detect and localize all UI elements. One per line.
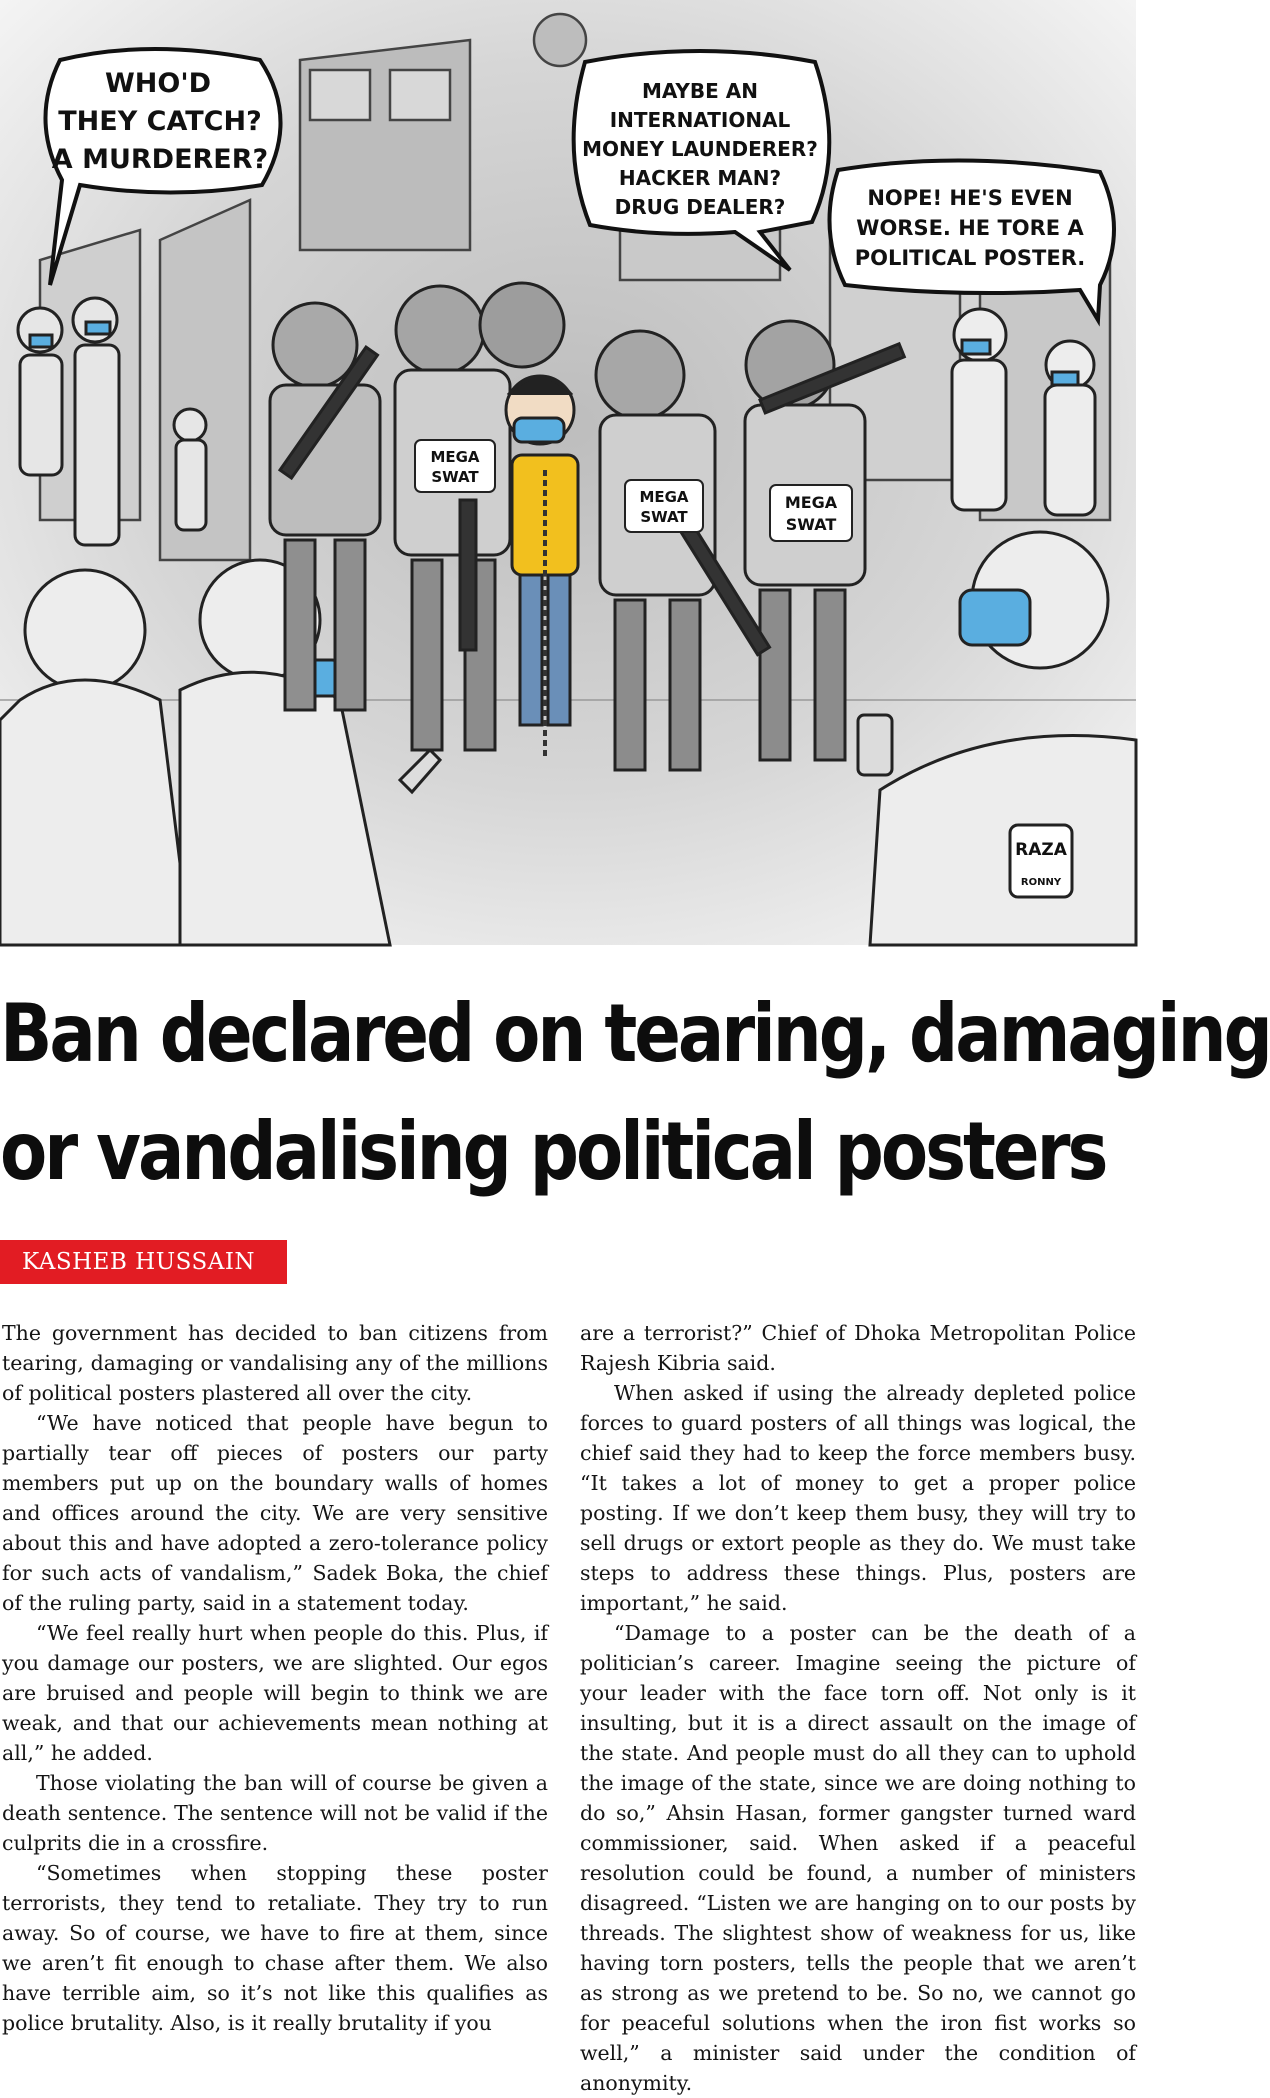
bubble-right-line-3: POLITICAL POSTER. (854, 246, 1086, 270)
paragraph: Those violating the ban will of course be given a death sentence. The sentence will not be valid if the culprits die in a crossfire. (2, 1771, 548, 1855)
article-column-right (580, 1318, 1136, 2098)
paragraph: “Damage to a poster can be the death of a politician’s career. Imagine seeing the picture of your leader with the face torn off. Not only is it insulting, but it is a direct assault on the image of the state. And people must do all they can to uphold the image of the state, since we are doing nothing to do so,” Ahsin Hasan, former gangster turned ward commissioner, said. When asked if a peaceful resolution could be found, a number of ministers disagreed. “Listen we are hanging on to our posts by threads. The slightest show of weakness for us, like having torn posters, tells the people that we aren’t as strong as we pretend to be. So no, we cannot go for peaceful solutions when the iron fist works so well,” a minister said under the condition of anonymity. (580, 1621, 1136, 2095)
bubble-middle-line-5: DRUG DEALER? (614, 195, 786, 219)
headline-line-2: or vandalising political posters (0, 1105, 1106, 1198)
paragraph: The government has decided to ban citizens from tearing, damaging or vandalising any of the millions of political posters plastered all over the city. (2, 1321, 548, 1405)
bubble-left-line-1: WHO'D (104, 68, 212, 99)
cartoon-drawing (0, 0, 1136, 945)
paragraph: “We feel really hurt when people do this. Plus, if you damage our posters, we are slighted. Our egos are bruised and people will begin to think we are weak, and that our achievements mean nothing at all,” he added. (2, 1621, 548, 1765)
vest-label-2-line-1: MEGA (639, 488, 689, 506)
bubble-right-line-2: WORSE. HE TORE A (856, 216, 1084, 240)
bubble-middle-line-3: MONEY LAUNDERER? (582, 137, 818, 161)
vest-label-2 (625, 480, 703, 532)
paragraph: When asked if using the already depleted police forces to guard posters of all things was logical, the chief said they had to keep the force members busy. “It takes a lot of money to get a proper police posting. If we don’t keep them busy, they will try to sell drugs or extort people as they do. We must take steps to address these things. Plus, posters are important,” he said. (580, 1381, 1136, 1615)
vest-label-1-line-2: SWAT (431, 468, 479, 486)
vest-label-1-line-1: MEGA (430, 448, 480, 466)
signature-line-1: RAZA (1015, 840, 1067, 860)
bubble-left-line-3: A MURDERER? (51, 144, 269, 175)
vest-label-1 (415, 440, 495, 492)
cartoon-illustration (0, 0, 1136, 945)
artist-signature (1010, 825, 1072, 897)
vest-label-3-line-2: SWAT (785, 515, 837, 534)
bubble-middle-line-2: INTERNATIONAL (609, 108, 791, 132)
headline (0, 975, 1270, 1211)
byline: KASHEB HUSSAIN (0, 1240, 287, 1284)
vest-label-3 (770, 485, 852, 541)
bubble-right-line-1: NOPE! HE'S EVEN (867, 186, 1073, 210)
vest-label-2-line-2: SWAT (640, 508, 688, 526)
face-mask (514, 418, 564, 442)
bubble-middle-line-4: HACKER MAN? (618, 166, 782, 190)
bubble-middle-line-1: MAYBE AN (641, 79, 759, 103)
headline-line-1: Ban declared on tearing, damaging (0, 987, 1270, 1080)
paragraph: “Sometimes when stopping these poster terrorists, they tend to retaliate. They try to run away. So of course, we have to fire at them, since we aren’t fit enough to chase after them. We also have terrible aim, so it’s not like this qualifies as police brutality. Also, is it really brutality if you (2, 1861, 548, 2035)
bubble-left-line-2: THEY CATCH? (58, 106, 262, 137)
paragraph: are a terrorist?” Chief of Dhoka Metropolitan Police Rajesh Kibria said. (580, 1321, 1136, 1375)
article-column-left (2, 1318, 548, 2038)
article-body (0, 1318, 1136, 2095)
signature-line-2: RONNY (1020, 877, 1062, 888)
paragraph: “We have noticed that people have begun to partially tear off pieces of posters our party members put up on the boundary walls of homes and offices around the city. We are very sensitive about this and have adopted a zero-tolerance policy for such acts of vandalism,” Sadek Boka, the chief of the ruling party, said in a statement today. (2, 1411, 548, 1615)
vest-label-3-line-1: MEGA (784, 493, 838, 512)
